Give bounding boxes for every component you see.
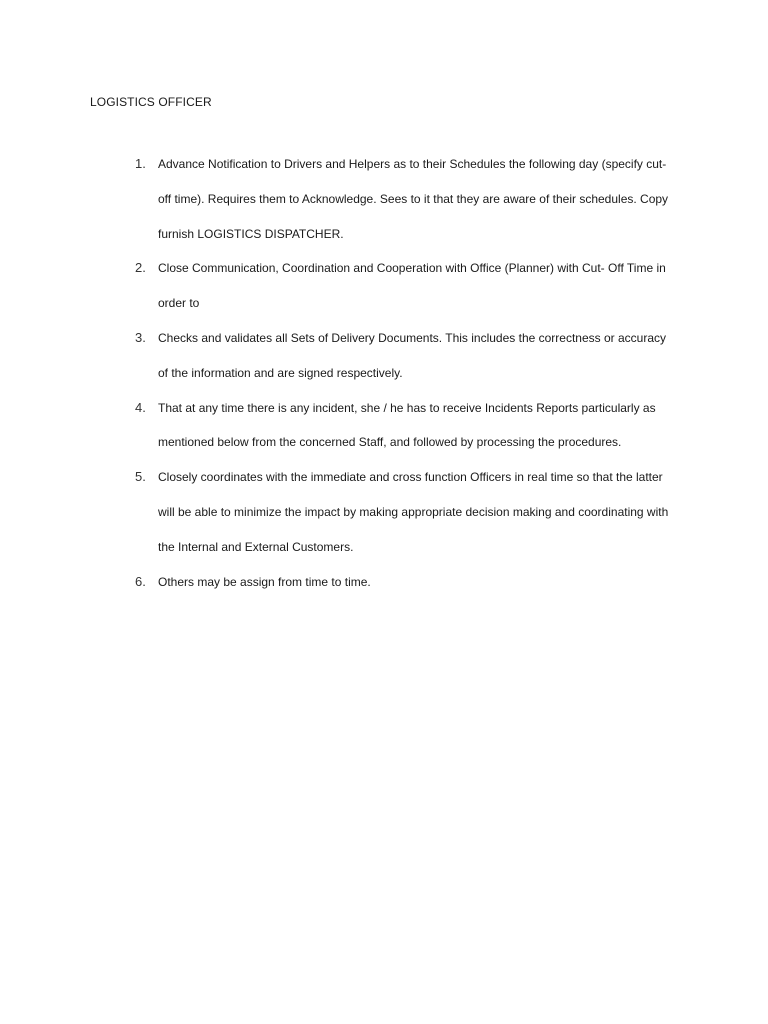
list-item (130, 565, 678, 600)
list-item-text: Others may be assign from time to time. (158, 574, 371, 589)
list-item-text: Checks and validates all Sets of Delivery Documents. This includes the correctness or accuracy of the information and are signed respectively. (158, 330, 667, 380)
document-title: LOGISTICS OFFICER (90, 95, 212, 109)
list-item-text: Advance Notification to Drivers and Helpers as to their Schedules the following day (specify cut-off time). Requires them to Acknowledge. Sees to it that they are aware of their schedules. Copy furnish LOGISTICS DISPATCHER. (158, 157, 669, 241)
list-item-number: 4. (135, 399, 146, 415)
list-item-text: Closely coordinates with the immediate and cross function Officers in real time so that the latter will be able to minimize the impact by making appropriate decision making and coordinating with the Internal and External Customers. (158, 470, 669, 554)
list-item-text: That at any time there is any incident, she / he has to receive Incidents Reports particularly as mentioned below from the concerned Staff, and followed by processing the procedures. (158, 400, 656, 450)
duties-list (130, 147, 678, 599)
list-item-number: 3. (135, 329, 146, 345)
list-item (130, 251, 678, 321)
list-item-text: Close Communication, Coordination and Cooperation with Office (Planner) with Cut- Off Time in order to (158, 261, 666, 311)
list-item (130, 147, 678, 251)
list-item-number: 6. (135, 573, 146, 589)
list-item-number: 1. (135, 156, 146, 171)
list-item (130, 391, 678, 461)
list-item-number: 2. (135, 260, 146, 276)
list-item (130, 460, 678, 564)
list-item-number: 5. (135, 469, 146, 485)
list-item (130, 321, 678, 391)
